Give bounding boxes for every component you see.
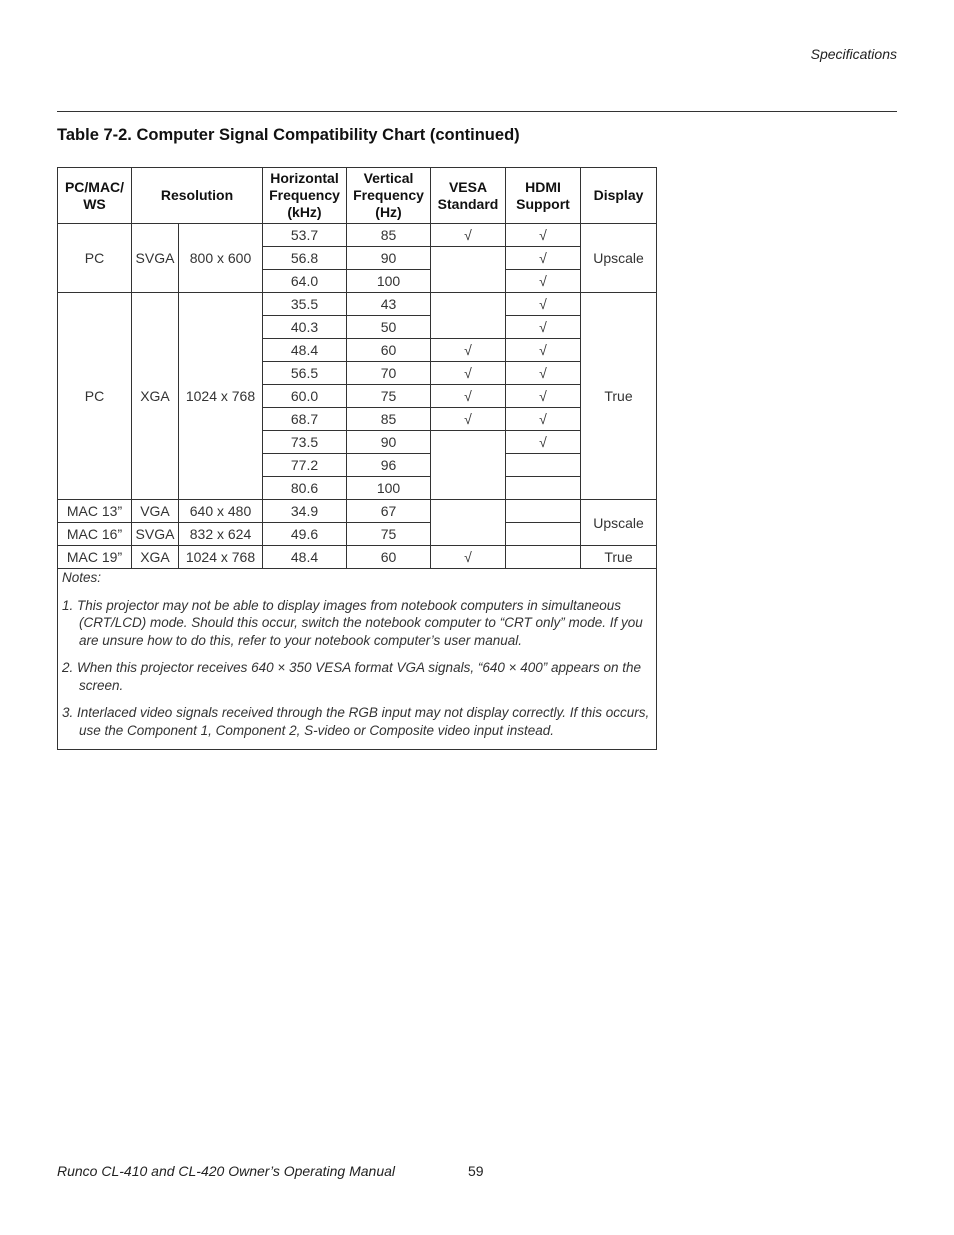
vesa-check: √ <box>431 385 506 408</box>
table-row <box>58 224 657 247</box>
table-row <box>58 546 657 569</box>
header-vesa: VESA Standard <box>431 168 506 224</box>
resolution-cell: 832 x 624 <box>179 523 263 546</box>
platform-cell: PC <box>58 293 132 500</box>
hdmi-check: √ <box>506 270 581 293</box>
mode-cell: VGA <box>132 500 179 523</box>
display-cell: True <box>581 293 657 500</box>
hdmi-check: √ <box>506 431 581 454</box>
hfreq-cell: 48.4 <box>263 339 347 362</box>
mode-cell: SVGA <box>132 523 179 546</box>
hfreq-cell: 53.7 <box>263 224 347 247</box>
vfreq-cell: 100 <box>347 477 431 500</box>
vfreq-cell: 96 <box>347 454 431 477</box>
table-row <box>58 523 657 546</box>
vesa-check: √ <box>431 339 506 362</box>
note-item: 3. Interlaced video signals received through the RGB input may not display correctly. If this occurs, use the Component 1, Component 2, S-video or Composite video input instead. <box>62 705 650 738</box>
hfreq-cell: 60.0 <box>263 385 347 408</box>
vesa-check: √ <box>431 408 506 431</box>
resolution-cell: 800 x 600 <box>179 224 263 293</box>
mode-cell: XGA <box>132 546 179 569</box>
resolution-cell: 1024 x 768 <box>179 546 263 569</box>
vesa-check: √ <box>431 224 506 247</box>
hfreq-cell: 40.3 <box>263 316 347 339</box>
hdmi-check: √ <box>506 339 581 362</box>
vfreq-cell: 90 <box>347 247 431 270</box>
hfreq-cell: 49.6 <box>263 523 347 546</box>
hdmi-empty <box>506 523 581 546</box>
mode-cell: SVGA <box>132 224 179 293</box>
vfreq-cell: 43 <box>347 293 431 316</box>
page-number: 59 <box>468 1163 484 1179</box>
hfreq-cell: 80.6 <box>263 477 347 500</box>
vesa-empty <box>431 500 506 546</box>
running-header: Specifications <box>810 46 897 62</box>
platform-cell: MAC 19” <box>58 546 132 569</box>
hfreq-cell: 56.8 <box>263 247 347 270</box>
vesa-empty <box>431 431 506 500</box>
hfreq-cell: 73.5 <box>263 431 347 454</box>
vfreq-cell: 85 <box>347 224 431 247</box>
platform-cell: MAC 13” <box>58 500 132 523</box>
table-title: Table 7-2. Computer Signal Compatibility Chart (continued) <box>57 126 520 144</box>
notes-cell <box>58 569 657 750</box>
header-hfreq: Horizontal Frequency (kHz) <box>263 168 347 224</box>
vesa-empty <box>431 293 506 339</box>
vfreq-cell: 85 <box>347 408 431 431</box>
footer-manual-title: Runco CL-410 and CL-420 Owner’s Operating Manual <box>57 1163 396 1179</box>
vfreq-cell: 70 <box>347 362 431 385</box>
vesa-check: √ <box>431 546 506 569</box>
hdmi-check: √ <box>506 408 581 431</box>
hfreq-cell: 77.2 <box>263 454 347 477</box>
hdmi-empty <box>506 454 581 477</box>
hfreq-cell: 64.0 <box>263 270 347 293</box>
header-rule <box>57 111 897 112</box>
hdmi-empty <box>506 546 581 569</box>
table-row <box>58 293 657 316</box>
compatibility-table <box>57 167 657 750</box>
mode-cell: XGA <box>132 293 179 500</box>
header-display: Display <box>581 168 657 224</box>
vfreq-cell: 67 <box>347 500 431 523</box>
notes-label: Notes: <box>62 570 102 585</box>
hdmi-empty <box>506 477 581 500</box>
platform-cell: PC <box>58 224 132 293</box>
vfreq-cell: 90 <box>347 431 431 454</box>
header-vfreq: Vertical Frequency (Hz) <box>347 168 431 224</box>
hfreq-cell: 68.7 <box>263 408 347 431</box>
hdmi-check: √ <box>506 385 581 408</box>
hdmi-check: √ <box>506 362 581 385</box>
notes-row <box>58 569 657 750</box>
note-item: 2. When this projector receives 640 × 350 VESA format VGA signals, “640 × 400” appears on the screen. <box>62 660 642 693</box>
platform-cell: MAC 16” <box>58 523 132 546</box>
hfreq-cell: 35.5 <box>263 293 347 316</box>
note-item: 1. This projector may not be able to display images from notebook computers in simultaneous (CRT/LCD) mode. Should this occur, switch the notebook computer to “CRT only” mode. If you are unsure how to do this, refer to your notebook computer’s user manual. <box>62 597 643 648</box>
table-row <box>58 500 657 523</box>
hfreq-cell: 56.5 <box>263 362 347 385</box>
vfreq-cell: 75 <box>347 385 431 408</box>
vesa-check: √ <box>431 362 506 385</box>
header-platform: PC/MAC/ WS <box>58 168 132 224</box>
hdmi-check: √ <box>506 293 581 316</box>
hfreq-cell: 34.9 <box>263 500 347 523</box>
hdmi-check: √ <box>506 224 581 247</box>
hdmi-check: √ <box>506 316 581 339</box>
resolution-cell: 1024 x 768 <box>179 293 263 500</box>
vfreq-cell: 50 <box>347 316 431 339</box>
header-row <box>58 168 657 224</box>
header-resolution: Resolution <box>132 168 263 224</box>
vfreq-cell: 75 <box>347 523 431 546</box>
hdmi-empty <box>506 500 581 523</box>
resolution-cell: 640 x 480 <box>179 500 263 523</box>
vfreq-cell: 60 <box>347 546 431 569</box>
vfreq-cell: 100 <box>347 270 431 293</box>
vfreq-cell: 60 <box>347 339 431 362</box>
vesa-empty <box>431 247 506 293</box>
display-cell: Upscale <box>581 224 657 293</box>
hfreq-cell: 48.4 <box>263 546 347 569</box>
display-cell: True <box>581 546 657 569</box>
display-cell: Upscale <box>581 500 657 546</box>
hdmi-check: √ <box>506 247 581 270</box>
header-hdmi: HDMI Support <box>506 168 581 224</box>
